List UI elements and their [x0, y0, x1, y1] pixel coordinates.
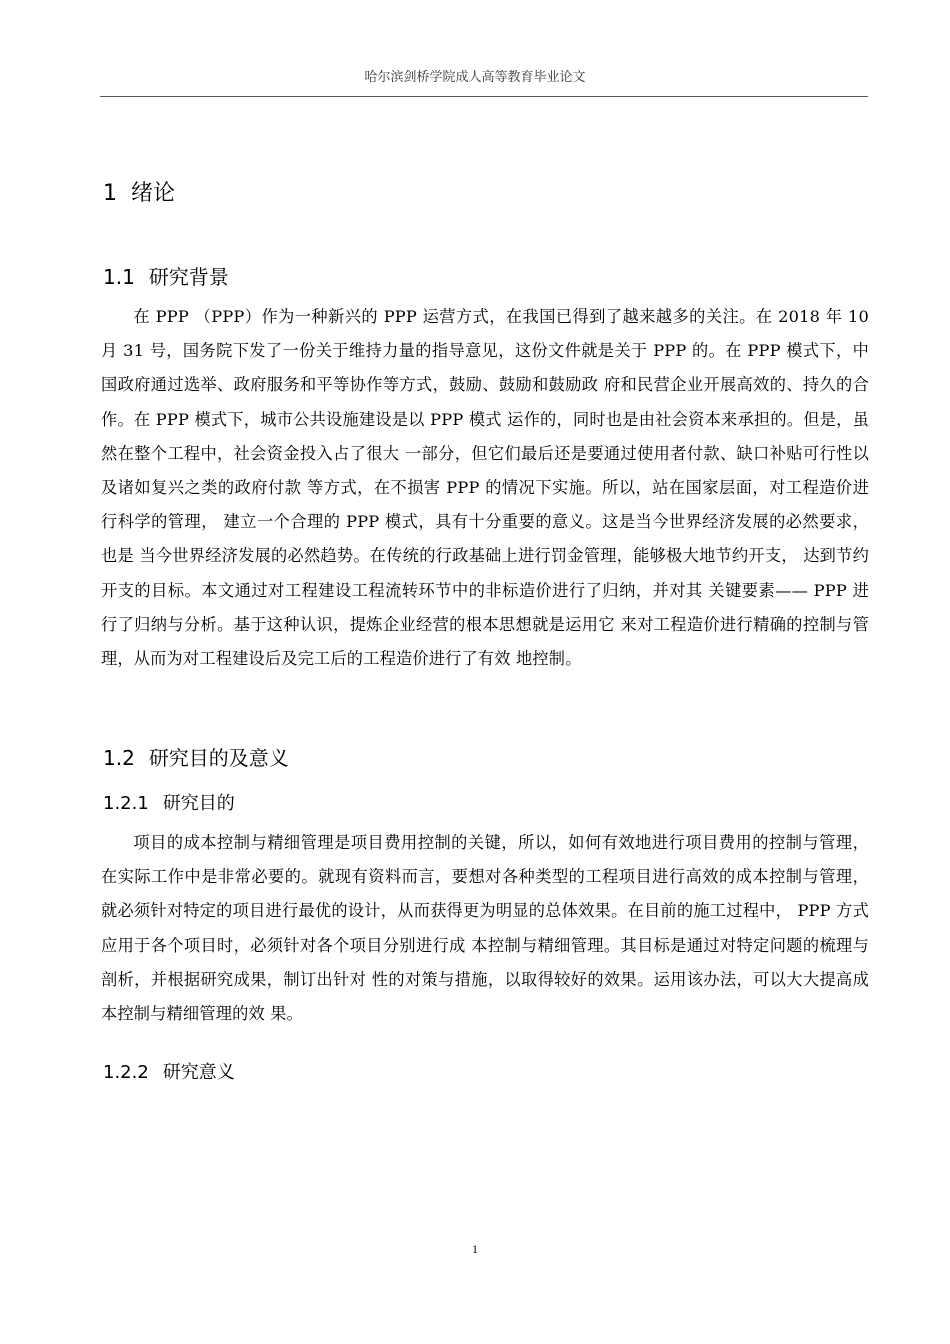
chapter-number: 1	[103, 181, 117, 206]
chapter-heading	[103, 176, 175, 207]
section-heading-1-1	[103, 261, 229, 290]
section-number: 1.1	[103, 265, 135, 289]
subsection-heading-1-2-2	[103, 1058, 235, 1084]
subsection-number: 1.2.1	[103, 793, 149, 814]
running-header: 哈尔滨剑桥学院成人高等教育毕业论文	[364, 70, 586, 85]
page-number: 1	[472, 1242, 478, 1256]
subsection-number: 1.2.2	[103, 1062, 149, 1083]
section-heading-1-2	[103, 742, 289, 771]
subsection-title: 研究意义	[162, 1062, 235, 1083]
header-divider	[100, 96, 868, 97]
chapter-title: 绪论	[131, 181, 176, 206]
section-title: 研究目的及意义	[148, 746, 289, 770]
section-number: 1.2	[103, 746, 135, 770]
section-title: 研究背景	[148, 265, 229, 289]
subsection-heading-1-2-1	[103, 789, 235, 815]
research-background-paragraph: 在 PPP （PPP）作为一种新兴的 PPP 运营方式，在我国已得到了越来越多的关注。在 2018 年 10 月 31 号，国务院下发了一份关于维持力量的指导意见，这份文件就是关于 PPP 的。在 PPP 模式下，中国政府通过选举、政府服务和平等协作等方式，鼓励、鼓励和鼓励政 府和民营企业开展高效的、持久的合作。在 PPP 模式下，城市公共设施建设是以 PPP 模式 运作的，同时也是由社会资本来承担的。但是，虽然在整个工程中，社会资金投入占了很大 一部分，但它们最后还是要通过使用者付款、缺口补贴可行性以及诸如复兴之类的政府付款 等方式，在不损害 PPP 的情况下实施。所以，站在国家层面，对工程造价进行科学的管理， 建立一个合理的 PPP 模式，具有十分重要的意义。这是当今世界经济发展的必然要求，也是 当今世界经济发展的必然趋势。在传统的行政基础上进行罚金管理，能够极大地节约开支， 达到节约开支的目标。本文通过对工程建设工程流转环节中的非标造价进行了归纳，并对其 关键要素—— PPP 进行了归纳与分析。基于这种认识，提炼企业经营的根本思想就是运用它 来对工程造价进行精确的控制与管理，从而为对工程建设后及完工后的工程造价进行了有效 地控制。	[101, 307, 869, 669]
subsection-title: 研究目的	[162, 793, 235, 814]
research-purpose-paragraph: 项目的成本控制与精细管理是项目费用控制的关键，所以，如何有效地进行项目费用的控制与管理，在实际工作中是非常必要的。就现有资料而言，要想对各种类型的工程项目进行高效的成本控制与管理，就必须针对特定的项目进行最优的设计，从而获得更为明显的总体效果。在目前的施工过程中， PPP 方式应用于各个项目时，必须针对各个项目分别进行成 本控制与精细管理。其目标是通过对特定问题的梳理与剖析，并根据研究成果，制订出针对 性的对策与措施，以取得较好的效果。运用该办法，可以大大提高成本控制与精细管理的效 果。	[101, 833, 869, 1024]
